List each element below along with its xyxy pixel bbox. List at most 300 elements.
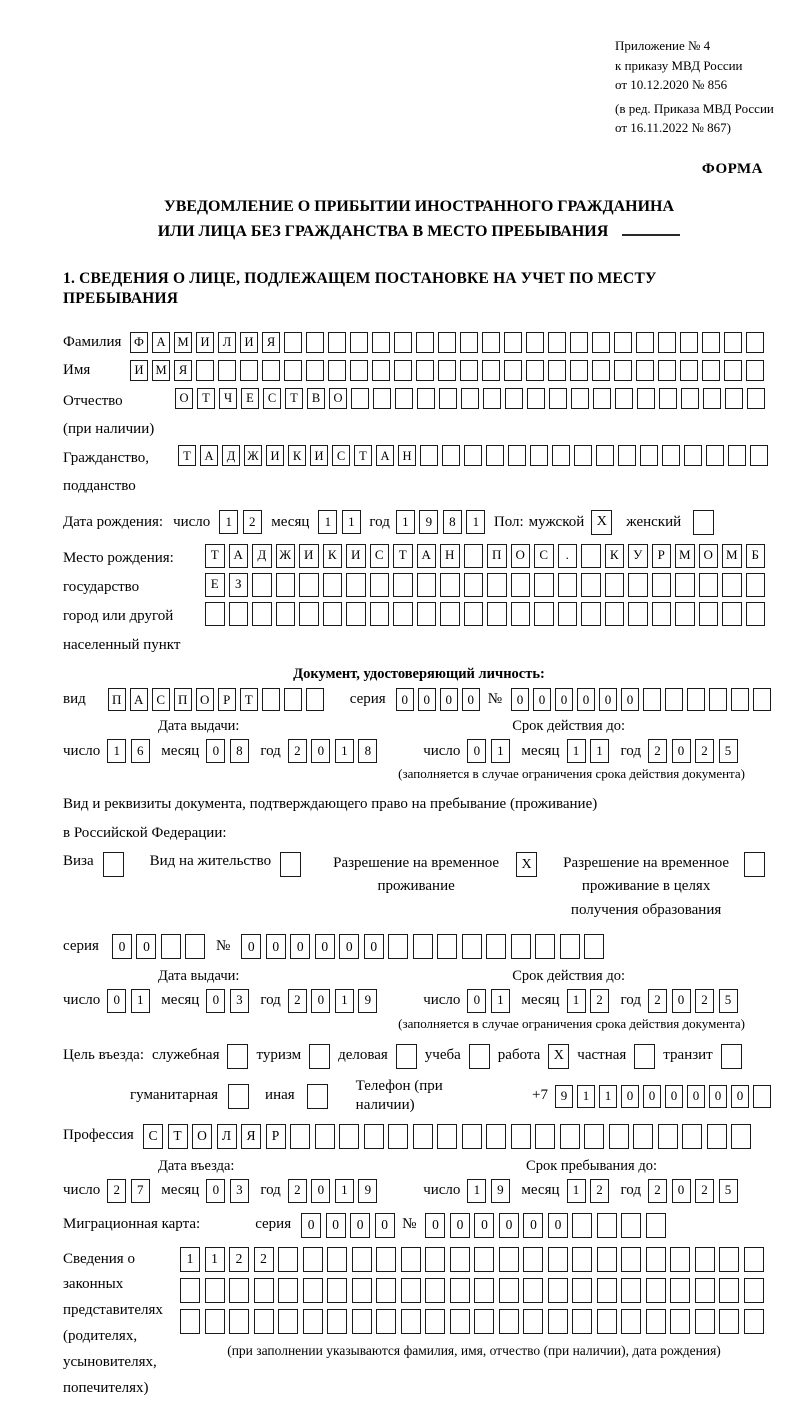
form-cell[interactable] [328,360,346,381]
form-cell[interactable] [464,544,484,568]
form-cell[interactable]: 0 [672,739,691,763]
form-cell[interactable]: 0 [206,739,225,763]
form-cell[interactable]: Т [168,1124,188,1149]
form-cell[interactable] [416,332,434,353]
form-cell[interactable] [636,360,654,381]
form-cell[interactable] [461,388,479,409]
form-cell[interactable] [499,1247,519,1272]
form-cell[interactable] [460,360,478,381]
form-cell[interactable]: С [370,544,390,568]
form-cell[interactable] [548,1309,568,1334]
form-cell[interactable] [511,934,531,959]
form-cell[interactable] [605,573,625,597]
form-cell[interactable] [339,1124,359,1149]
form-cell[interactable] [571,388,589,409]
form-cell[interactable] [450,1247,470,1272]
form-cell[interactable]: К [323,544,343,568]
form-cell[interactable]: 0 [241,934,261,959]
form-cell[interactable] [376,1309,396,1334]
form-cell[interactable] [584,1124,604,1149]
form-cell[interactable]: 0 [311,1179,330,1203]
form-cell[interactable] [205,1278,225,1303]
form-cell[interactable]: 0 [418,688,436,711]
form-cell[interactable] [394,360,412,381]
form-cell[interactable] [581,602,601,626]
form-cell[interactable]: М [675,544,695,568]
form-cell[interactable] [597,1309,617,1334]
form-cell[interactable] [709,688,727,711]
form-cell[interactable]: Е [241,388,259,409]
form-cell[interactable] [401,1309,421,1334]
form-cell[interactable] [350,360,368,381]
form-cell[interactable] [746,602,766,626]
form-cell[interactable]: 3 [230,989,249,1013]
form-cell[interactable] [643,688,661,711]
form-cell[interactable]: 2 [288,1179,307,1203]
form-cell[interactable] [581,573,601,597]
form-cell[interactable] [276,602,296,626]
form-cell[interactable]: 0 [665,1085,683,1108]
form-cell[interactable] [523,1278,543,1303]
form-cell[interactable] [621,1213,641,1238]
form-cell[interactable] [615,388,633,409]
form-cell[interactable] [252,602,272,626]
form-cell[interactable] [597,1247,617,1272]
form-cell[interactable] [731,1124,751,1149]
form-cell[interactable] [327,1247,347,1272]
form-cell[interactable] [352,1278,372,1303]
form-cell[interactable]: 9 [358,1179,377,1203]
form-cell[interactable] [549,388,567,409]
form-cell[interactable]: 8 [358,739,377,763]
form-cell[interactable] [535,1124,555,1149]
form-cell[interactable]: 0 [474,1213,494,1238]
form-cell[interactable] [180,1309,200,1334]
form-cell[interactable] [327,1278,347,1303]
form-cell[interactable] [684,445,702,466]
form-cell[interactable]: 2 [648,739,667,763]
form-cell[interactable] [534,602,554,626]
form-cell[interactable] [680,360,698,381]
form-cell[interactable] [425,1247,445,1272]
form-cell[interactable]: 0 [350,1213,370,1238]
form-cell[interactable]: 1 [318,510,337,534]
form-cell[interactable] [352,1247,372,1272]
form-cell[interactable] [394,332,412,353]
form-cell[interactable]: Ч [219,388,237,409]
form-cell[interactable]: 7 [131,1179,150,1203]
form-cell[interactable] [534,573,554,597]
form-cell[interactable]: 0 [533,688,551,711]
form-cell[interactable]: О [511,544,531,568]
form-cell[interactable] [370,573,390,597]
form-cell[interactable]: О [175,388,193,409]
form-cell[interactable] [572,1278,592,1303]
form-cell[interactable] [548,1247,568,1272]
form-cell[interactable]: 1 [567,1179,586,1203]
form-cell[interactable] [581,544,601,568]
form-cell[interactable] [526,332,544,353]
form-cell[interactable]: 0 [621,1085,639,1108]
form-cell[interactable] [681,388,699,409]
purpose-study-checkbox[interactable] [469,1044,490,1069]
form-cell[interactable]: 0 [136,934,156,959]
form-cell[interactable]: О [196,688,214,711]
form-cell[interactable] [401,1247,421,1272]
form-cell[interactable]: 0 [672,1179,691,1203]
form-cell[interactable]: 2 [288,739,307,763]
form-cell[interactable] [218,360,236,381]
form-cell[interactable] [425,1278,445,1303]
form-cell[interactable]: 0 [364,934,384,959]
form-cell[interactable]: В [307,388,325,409]
form-cell[interactable]: 1 [590,739,609,763]
form-cell[interactable] [474,1247,494,1272]
form-cell[interactable] [548,360,566,381]
form-cell[interactable] [614,332,632,353]
form-cell[interactable] [303,1278,323,1303]
form-cell[interactable] [376,1247,396,1272]
form-cell[interactable]: И [299,544,319,568]
form-cell[interactable] [535,934,555,959]
form-cell[interactable] [262,688,280,711]
form-cell[interactable] [637,388,655,409]
form-cell[interactable] [746,573,766,597]
form-cell[interactable] [262,360,280,381]
form-cell[interactable]: 0 [555,688,573,711]
form-cell[interactable] [486,1124,506,1149]
form-cell[interactable] [499,1309,519,1334]
form-cell[interactable] [746,360,764,381]
form-cell[interactable] [731,688,749,711]
form-cell[interactable] [388,1124,408,1149]
form-cell[interactable]: 2 [254,1247,274,1272]
form-cell[interactable] [675,602,695,626]
purpose-humanitarian-checkbox[interactable] [228,1084,249,1109]
form-cell[interactable] [724,332,742,353]
form-cell[interactable]: 2 [229,1247,249,1272]
form-cell[interactable]: 1 [396,510,415,534]
form-cell[interactable]: 1 [219,510,238,534]
form-cell[interactable]: М [722,544,742,568]
form-cell[interactable] [753,688,771,711]
form-cell[interactable] [699,573,719,597]
form-cell[interactable] [486,445,504,466]
form-cell[interactable] [633,1124,653,1149]
form-cell[interactable] [560,934,580,959]
form-cell[interactable]: И [346,544,366,568]
form-cell[interactable] [474,1278,494,1303]
form-cell[interactable] [658,332,676,353]
form-cell[interactable]: 1 [335,1179,354,1203]
form-cell[interactable]: 9 [358,989,377,1013]
form-cell[interactable] [592,332,610,353]
form-cell[interactable]: И [266,445,284,466]
form-cell[interactable] [417,602,437,626]
form-cell[interactable] [327,1309,347,1334]
form-cell[interactable] [417,573,437,597]
form-cell[interactable]: 1 [107,739,126,763]
form-cell[interactable] [614,360,632,381]
form-cell[interactable]: 0 [315,934,335,959]
form-cell[interactable]: С [152,688,170,711]
form-cell[interactable] [438,332,456,353]
form-cell[interactable] [499,1278,519,1303]
form-cell[interactable] [652,602,672,626]
form-cell[interactable] [699,602,719,626]
form-cell[interactable] [548,1278,568,1303]
form-cell[interactable] [552,445,570,466]
form-cell[interactable]: 0 [709,1085,727,1108]
form-cell[interactable]: 9 [555,1085,573,1108]
form-cell[interactable] [284,360,302,381]
form-cell[interactable]: 0 [311,739,330,763]
form-cell[interactable]: 2 [288,989,307,1013]
form-cell[interactable] [372,332,390,353]
form-cell[interactable] [505,388,523,409]
form-cell[interactable] [621,1278,641,1303]
form-cell[interactable]: 0 [107,989,126,1013]
form-cell[interactable] [462,1124,482,1149]
form-cell[interactable] [695,1309,715,1334]
form-cell[interactable] [682,1124,702,1149]
form-cell[interactable] [504,332,522,353]
form-cell[interactable] [702,332,720,353]
form-cell[interactable]: 0 [467,989,486,1013]
form-cell[interactable] [315,1124,335,1149]
form-cell[interactable] [450,1278,470,1303]
form-cell[interactable] [646,1309,666,1334]
form-cell[interactable] [373,388,391,409]
form-cell[interactable] [425,1309,445,1334]
form-cell[interactable]: Ф [130,332,148,353]
form-cell[interactable]: 0 [112,934,132,959]
form-cell[interactable] [303,1309,323,1334]
form-cell[interactable] [328,332,346,353]
temp-residence-checkbox[interactable]: X [516,852,537,877]
form-cell[interactable] [352,1309,372,1334]
form-cell[interactable]: 0 [621,688,639,711]
purpose-work-checkbox[interactable]: X [548,1044,569,1069]
form-cell[interactable]: 0 [206,989,225,1013]
form-cell[interactable] [395,388,413,409]
form-cell[interactable] [416,360,434,381]
form-cell[interactable] [570,360,588,381]
form-cell[interactable] [413,934,433,959]
form-cell[interactable]: 1 [491,989,510,1013]
form-cell[interactable]: 0 [311,989,330,1013]
form-cell[interactable] [675,573,695,597]
form-cell[interactable]: 1 [466,510,485,534]
form-cell[interactable]: Д [222,445,240,466]
form-cell[interactable] [464,602,484,626]
form-cell[interactable]: Т [354,445,372,466]
form-cell[interactable] [417,388,435,409]
form-cell[interactable] [707,1124,727,1149]
form-cell[interactable] [572,1247,592,1272]
form-cell[interactable] [376,1278,396,1303]
form-cell[interactable] [646,1213,666,1238]
form-cell[interactable] [695,1278,715,1303]
form-cell[interactable] [346,602,366,626]
form-cell[interactable] [482,360,500,381]
form-cell[interactable] [511,1124,531,1149]
form-cell[interactable]: 1 [205,1247,225,1272]
form-cell[interactable] [592,360,610,381]
form-cell[interactable]: Е [205,573,225,597]
form-cell[interactable] [658,1124,678,1149]
form-cell[interactable] [474,1309,494,1334]
form-cell[interactable] [350,332,368,353]
form-cell[interactable] [670,1309,690,1334]
form-cell[interactable]: 1 [180,1247,200,1272]
form-cell[interactable] [523,1247,543,1272]
form-cell[interactable]: 0 [499,1213,519,1238]
form-cell[interactable]: Т [205,544,225,568]
form-cell[interactable] [702,360,720,381]
form-cell[interactable]: 0 [523,1213,543,1238]
form-cell[interactable] [659,388,677,409]
form-cell[interactable]: 2 [695,1179,714,1203]
form-cell[interactable] [670,1278,690,1303]
form-cell[interactable] [284,688,302,711]
form-cell[interactable]: 0 [462,688,480,711]
form-cell[interactable]: М [152,360,170,381]
form-cell[interactable] [413,1124,433,1149]
form-cell[interactable]: Р [652,544,672,568]
sex-male-checkbox[interactable]: X [591,510,612,535]
form-cell[interactable] [511,573,531,597]
form-cell[interactable] [719,1309,739,1334]
form-cell[interactable]: А [152,332,170,353]
form-cell[interactable]: М [174,332,192,353]
form-cell[interactable] [570,332,588,353]
form-cell[interactable]: 1 [467,1179,486,1203]
form-cell[interactable]: Н [398,445,416,466]
form-cell[interactable] [185,934,205,959]
sex-female-checkbox[interactable] [693,510,714,535]
form-cell[interactable]: 0 [266,934,286,959]
form-cell[interactable] [229,602,249,626]
form-cell[interactable] [572,1213,592,1238]
form-cell[interactable]: Ж [276,544,296,568]
form-cell[interactable]: Я [262,332,280,353]
form-cell[interactable]: 8 [443,510,462,534]
form-cell[interactable]: Л [217,1124,237,1149]
form-cell[interactable] [438,360,456,381]
form-cell[interactable]: 2 [243,510,262,534]
form-cell[interactable]: П [487,544,507,568]
form-cell[interactable] [593,388,611,409]
form-cell[interactable]: 6 [131,739,150,763]
form-cell[interactable] [351,388,369,409]
purpose-business-checkbox[interactable] [396,1044,417,1069]
form-cell[interactable] [205,602,225,626]
form-cell[interactable]: 5 [719,739,738,763]
form-cell[interactable] [252,573,272,597]
form-cell[interactable]: 1 [491,739,510,763]
form-cell[interactable]: 8 [230,739,249,763]
form-cell[interactable] [621,1247,641,1272]
form-cell[interactable]: 0 [440,688,458,711]
form-cell[interactable] [254,1309,274,1334]
form-cell[interactable]: 0 [672,989,691,1013]
form-cell[interactable]: 0 [375,1213,395,1238]
form-cell[interactable] [290,1124,310,1149]
form-cell[interactable] [196,360,214,381]
form-cell[interactable] [306,688,324,711]
form-cell[interactable] [511,602,531,626]
form-cell[interactable]: 0 [326,1213,346,1238]
form-cell[interactable] [346,573,366,597]
form-cell[interactable]: 0 [450,1213,470,1238]
form-cell[interactable] [487,573,507,597]
purpose-tourism-checkbox[interactable] [309,1044,330,1069]
form-cell[interactable]: 1 [567,739,586,763]
form-cell[interactable] [323,573,343,597]
form-cell[interactable] [680,332,698,353]
form-cell[interactable]: 1 [335,739,354,763]
form-cell[interactable]: 0 [290,934,310,959]
form-cell[interactable] [276,573,296,597]
form-cell[interactable] [487,602,507,626]
form-cell[interactable]: Т [285,388,303,409]
form-cell[interactable]: 1 [567,989,586,1013]
form-cell[interactable]: 0 [548,1213,568,1238]
form-cell[interactable] [744,1247,764,1272]
form-cell[interactable]: Б [746,544,766,568]
form-cell[interactable]: И [310,445,328,466]
form-cell[interactable] [450,1309,470,1334]
form-cell[interactable] [719,1247,739,1272]
temp-residence-edu-checkbox[interactable] [744,852,765,877]
form-cell[interactable]: 0 [425,1213,445,1238]
form-cell[interactable] [548,332,566,353]
form-cell[interactable] [254,1278,274,1303]
form-cell[interactable] [161,934,181,959]
form-cell[interactable] [437,934,457,959]
form-cell[interactable]: 2 [590,1179,609,1203]
form-cell[interactable] [393,573,413,597]
form-cell[interactable]: О [192,1124,212,1149]
form-cell[interactable]: 0 [511,688,529,711]
form-cell[interactable]: 1 [599,1085,617,1108]
form-cell[interactable]: 2 [590,989,609,1013]
form-cell[interactable] [628,573,648,597]
form-cell[interactable]: 0 [731,1085,749,1108]
form-cell[interactable]: А [229,544,249,568]
form-cell[interactable] [703,388,721,409]
form-cell[interactable] [364,1124,384,1149]
form-cell[interactable] [306,332,324,353]
form-cell[interactable]: С [263,388,281,409]
form-cell[interactable] [370,602,390,626]
form-cell[interactable] [464,573,484,597]
form-cell[interactable] [584,934,604,959]
form-cell[interactable] [278,1309,298,1334]
form-cell[interactable] [665,688,683,711]
form-cell[interactable] [440,602,460,626]
form-cell[interactable]: И [196,332,214,353]
form-cell[interactable] [753,1085,771,1108]
form-cell[interactable]: Л [218,332,236,353]
form-cell[interactable] [618,445,636,466]
form-cell[interactable] [486,934,506,959]
form-cell[interactable] [706,445,724,466]
form-cell[interactable]: Н [440,544,460,568]
form-cell[interactable] [460,332,478,353]
residence-permit-checkbox[interactable] [280,852,301,877]
